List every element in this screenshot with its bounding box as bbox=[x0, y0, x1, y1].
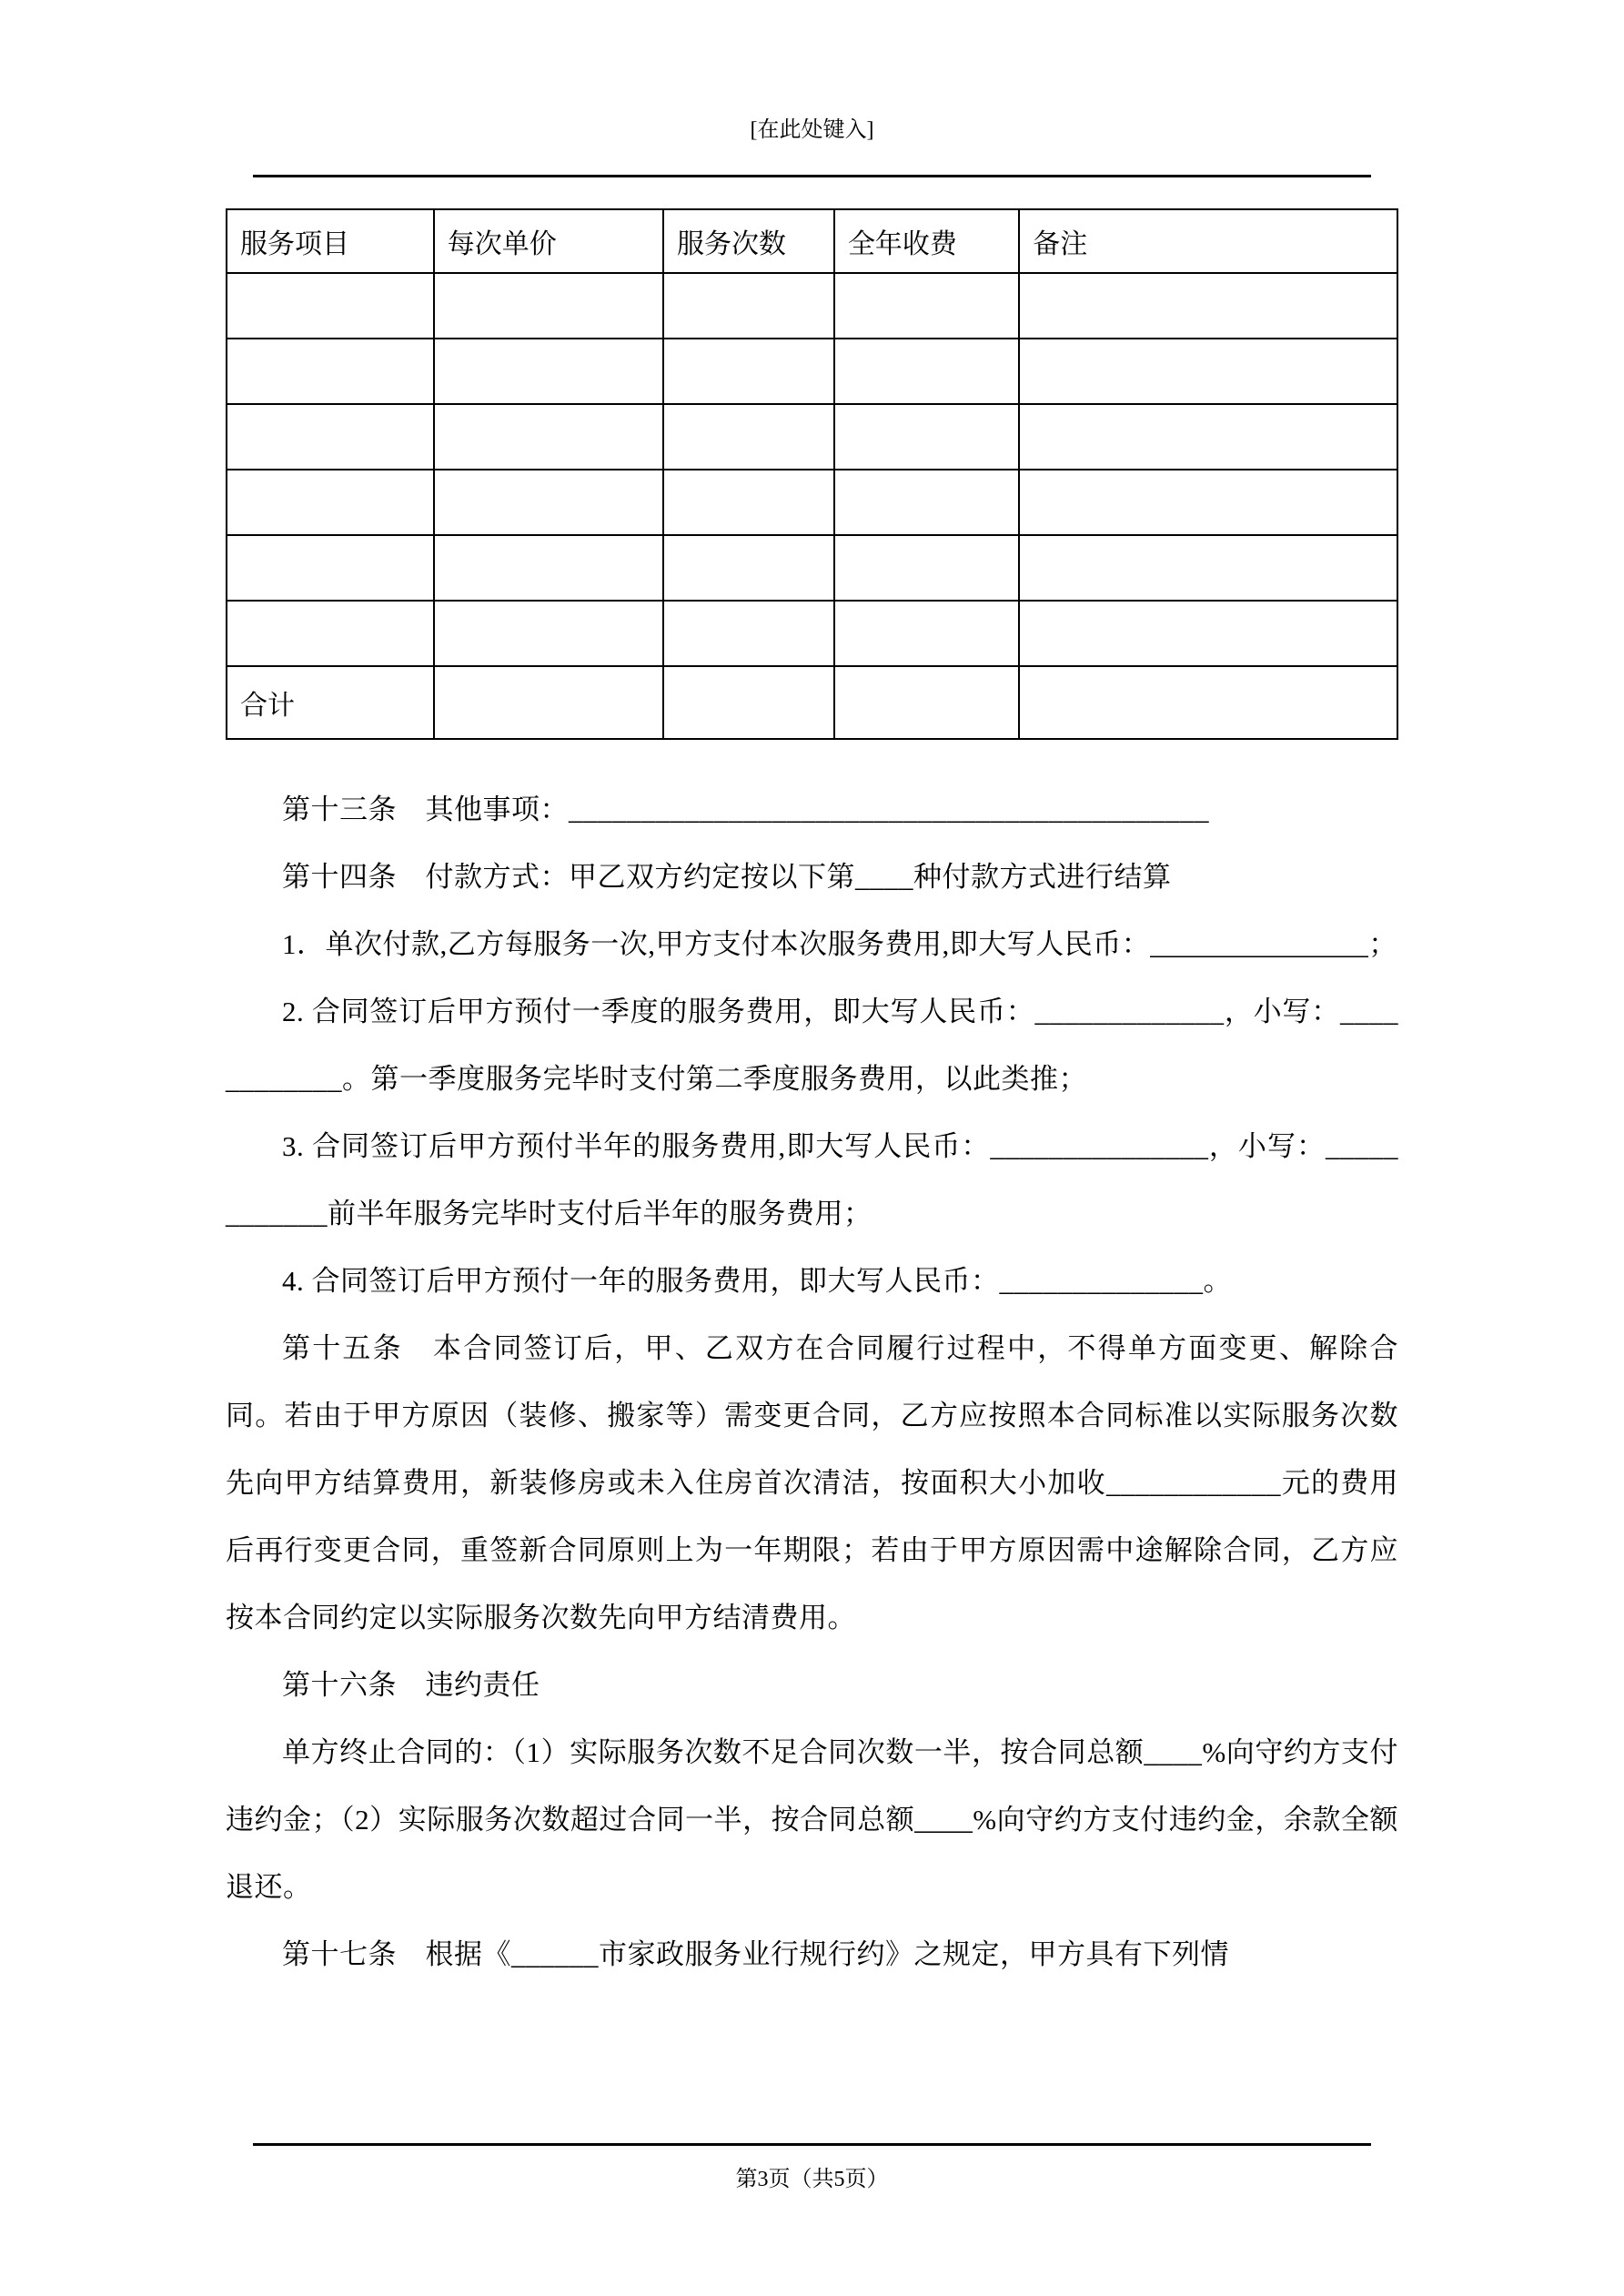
table-cell[interactable] bbox=[1019, 470, 1397, 535]
col-header-unit-price: 每次单价 bbox=[434, 209, 663, 273]
table-cell[interactable] bbox=[227, 404, 434, 470]
table-row bbox=[227, 470, 1397, 535]
table-cell[interactable] bbox=[834, 273, 1019, 339]
page-number: 第3页（共5页） bbox=[735, 2168, 889, 2191]
table-cell[interactable] bbox=[434, 339, 663, 404]
table-cell[interactable] bbox=[434, 404, 663, 470]
table-row bbox=[227, 273, 1397, 339]
table-cell[interactable] bbox=[1019, 339, 1397, 404]
table-cell[interactable] bbox=[663, 273, 834, 339]
table-cell[interactable] bbox=[434, 666, 663, 739]
table-cell[interactable] bbox=[1019, 601, 1397, 666]
payment-option-3: 3. 合同签订后甲方预付半年的服务费用,即大写人民币：_______________，小写：____________前半年服务完毕时支付后半年的服务费用； bbox=[226, 1130, 1398, 1229]
clause-13-other-matters: 第十三条 其他事项：____________________________________________ bbox=[282, 794, 1209, 825]
table-cell[interactable] bbox=[1019, 273, 1397, 339]
clause-17-industry-rules: 第十七条 根据《______市家政服务业行规行约》之规定，甲方具有下列情 bbox=[282, 1938, 1229, 1970]
table-header-row bbox=[227, 209, 1397, 273]
table-cell[interactable] bbox=[227, 273, 434, 339]
col-header-remarks: 备注 bbox=[1019, 209, 1397, 273]
table-cell[interactable] bbox=[834, 601, 1019, 666]
table-cell[interactable] bbox=[834, 470, 1019, 535]
service-fee-table bbox=[226, 208, 1398, 740]
clause-15-contract-change: 第十五条 本合同签订后，甲、乙双方在合同履行过程中，不得单方面变更、解除合同。若由于甲方原因（装修、搬家等）需变更合同，乙方应按照本合同标准以实际服务次数先向甲方结算费用，新装修房或未入住房首次清洁，按面积大小加收____________元的费用后再行变更合同，重签新合同原则上为一年期限；若由于甲方原因需中途解除合同，乙方应按本合同约定以实际服务次数先向甲方结清费用。 bbox=[226, 1332, 1398, 1633]
table-cell[interactable] bbox=[1019, 404, 1397, 470]
header-type-here-placeholder[interactable]: [在此处键入] bbox=[750, 118, 874, 142]
payment-option-4: 4. 合同签订后甲方预付一年的服务费用，即大写人民币：______________。 bbox=[282, 1265, 1232, 1297]
table-cell[interactable] bbox=[663, 601, 834, 666]
table-cell[interactable] bbox=[834, 666, 1019, 739]
table-cell[interactable] bbox=[434, 535, 663, 601]
table-cell[interactable] bbox=[663, 666, 834, 739]
table-row bbox=[227, 404, 1397, 470]
table-cell[interactable] bbox=[1019, 535, 1397, 601]
table-total-row bbox=[227, 666, 1397, 739]
breach-terms-paragraph: 单方终止合同的：（1）实际服务次数不足合同次数一半，按合同总额____%向守约方支付违约金；（2）实际服务次数超过合同一半，按合同总额____%向守约方支付违约金，余款全额退还。 bbox=[226, 1736, 1398, 1903]
total-label-cell: 合计 bbox=[227, 666, 434, 739]
table-cell[interactable] bbox=[227, 339, 434, 404]
clause-14-payment-method: 第十四条 付款方式：甲乙双方约定按以下第____种付款方式进行结算 bbox=[282, 861, 1172, 893]
table-cell[interactable] bbox=[834, 404, 1019, 470]
table-cell[interactable] bbox=[663, 470, 834, 535]
table-cell[interactable] bbox=[834, 535, 1019, 601]
table-cell[interactable] bbox=[227, 601, 434, 666]
col-header-annual-fee: 全年收费 bbox=[834, 209, 1019, 273]
table-cell[interactable] bbox=[1019, 666, 1397, 739]
contract-body bbox=[226, 776, 1398, 1988]
table-cell[interactable] bbox=[434, 601, 663, 666]
table-cell[interactable] bbox=[434, 273, 663, 339]
table-cell[interactable] bbox=[663, 404, 834, 470]
table-cell[interactable] bbox=[663, 535, 834, 601]
table-cell[interactable] bbox=[227, 470, 434, 535]
page-footer bbox=[253, 2143, 1371, 2192]
col-header-service-item: 服务项目 bbox=[227, 209, 434, 273]
clause-16-breach-liability-title: 第十六条 违约责任 bbox=[282, 1669, 540, 1701]
col-header-service-times: 服务次数 bbox=[663, 209, 834, 273]
table-row bbox=[227, 601, 1397, 666]
page-header bbox=[253, 116, 1371, 177]
payment-option-2: 2. 合同签订后甲方预付一季度的服务费用，即大写人民币：_____________，小写：____________。第一季度服务完毕时支付第二季度服务费用，以此类推； bbox=[226, 996, 1398, 1095]
table-cell[interactable] bbox=[227, 535, 434, 601]
table-row bbox=[227, 339, 1397, 404]
table-cell[interactable] bbox=[834, 339, 1019, 404]
table-cell[interactable] bbox=[663, 339, 834, 404]
payment-option-1: 1．单次付款,乙方每服务一次,甲方支付本次服务费用,即大写人民币：_______________； bbox=[282, 928, 1397, 960]
table-cell[interactable] bbox=[434, 470, 663, 535]
table-row bbox=[227, 535, 1397, 601]
